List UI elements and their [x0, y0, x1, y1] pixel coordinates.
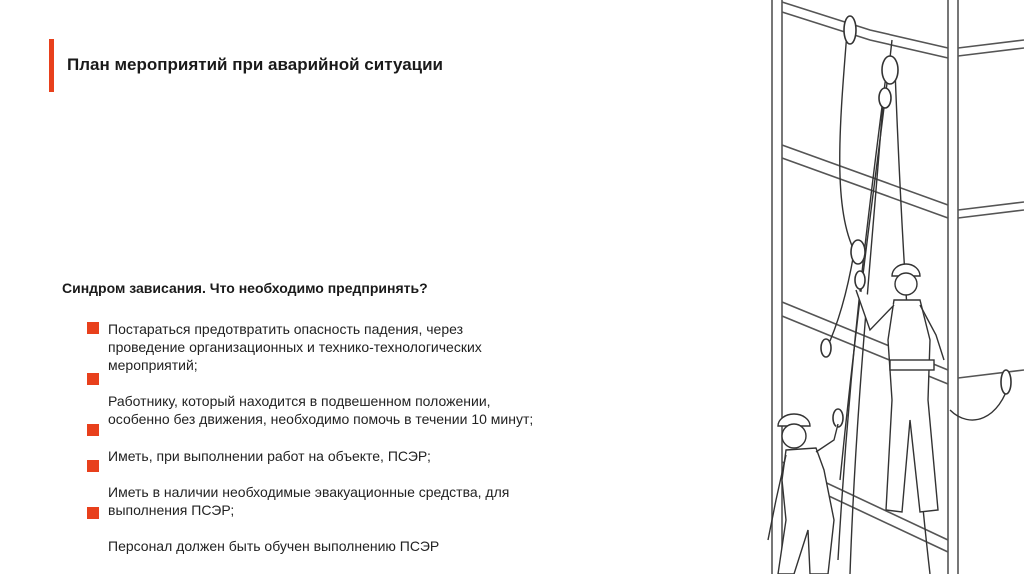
bullet-line: мероприятий; — [108, 357, 198, 373]
bullet-item-2 — [108, 392, 533, 428]
bullet-line: Персонал должен быть обучен выполнению ПСЭР — [108, 538, 440, 554]
bullet-marker — [87, 373, 99, 385]
bullet-line: проведение организационных и технико-технологических — [108, 339, 482, 355]
bullet-marker — [87, 507, 99, 519]
bullet-item-5 — [108, 537, 439, 555]
bullet-marker — [87, 460, 99, 472]
bullet-item-3 — [108, 447, 431, 465]
suspended-worker-figure — [768, 414, 838, 574]
bullet-item-4 — [108, 483, 509, 519]
bullet-line: Постараться предотвратить опасность падения, через — [108, 321, 464, 337]
bullet-marker — [87, 424, 99, 436]
title-accent-bar — [49, 39, 54, 92]
bullet-line: Работнику, который находится в подвешенном положении, — [108, 393, 491, 409]
bullet-marker — [87, 322, 99, 334]
page-title: План мероприятий при аварийной ситуации — [67, 55, 444, 74]
rescuer-figure — [856, 264, 944, 512]
bullet-line: Иметь в наличии необходимые эвакуационные средства, для — [108, 484, 510, 500]
bullet-line: Иметь, при выполнении работ на объекте, ПСЭР; — [108, 448, 431, 464]
bullet-item-1 — [108, 320, 482, 374]
section-heading: Синдром зависания. Что необходимо предпринять? — [62, 280, 428, 296]
bullet-line: особенно без движения, необходимо помочь в течении 10 минут; — [108, 411, 534, 427]
rescue-illustration — [760, 0, 1024, 574]
bullet-line: выполнения ПСЭР; — [108, 502, 235, 518]
